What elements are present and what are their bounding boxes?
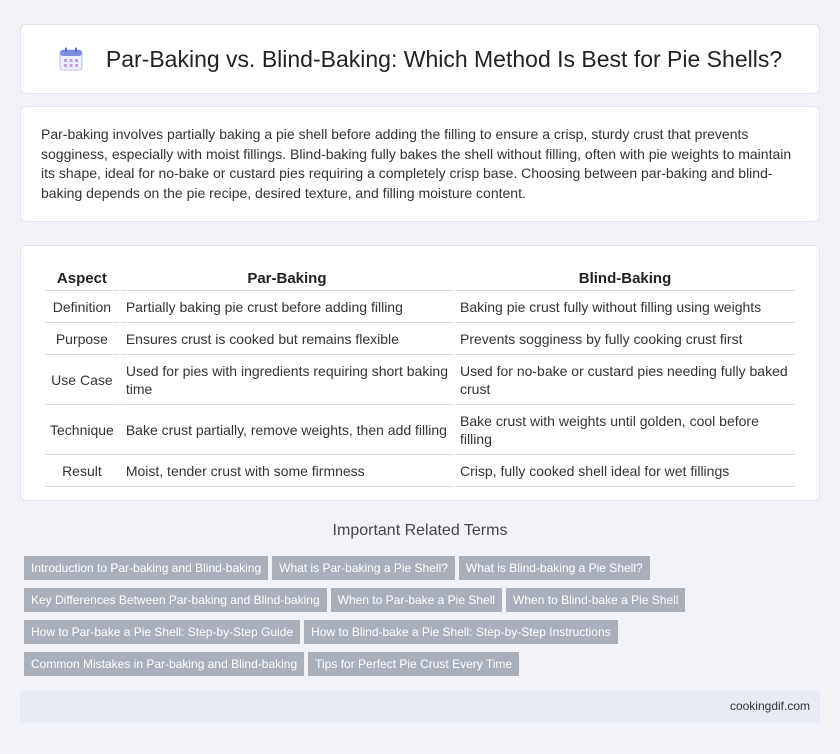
row-par-baking: Ensures crust is cooked but remains flexible: [121, 325, 453, 355]
row-aspect: Result: [45, 457, 119, 487]
related-terms-list: [24, 556, 804, 684]
comparison-table: [43, 266, 797, 489]
related-term-link[interactable]: What is Par-baking a Pie Shell?: [272, 556, 455, 580]
related-term-link[interactable]: Key Differences Between Par-baking and Blind-baking: [24, 588, 327, 612]
table-row: [45, 407, 795, 455]
row-blind-baking: Bake crust with weights until golden, cool before filling: [455, 407, 795, 455]
table-row: [45, 293, 795, 323]
related-term-link[interactable]: Common Mistakes in Par-baking and Blind-baking: [24, 652, 304, 676]
row-par-baking: Bake crust partially, remove weights, then add filling: [121, 407, 453, 455]
row-par-baking: Moist, tender crust with some firmness: [121, 457, 453, 487]
related-term-link[interactable]: What is Blind-baking a Pie Shell?: [459, 556, 650, 580]
page-title: Par-Baking vs. Blind-Baking: Which Method Is Best for Pie Shells?: [105, 45, 783, 72]
row-par-baking: Partially baking pie crust before adding filling: [121, 293, 453, 323]
header-aspect: Aspect: [45, 268, 119, 291]
row-blind-baking: Used for no-bake or custard pies needing fully baked crust: [455, 357, 795, 405]
comparison-card: [20, 245, 820, 501]
calendar-icon: [58, 46, 84, 72]
table-row: [45, 457, 795, 487]
related-term-link[interactable]: How to Par-bake a Pie Shell: Step-by-Step Guide: [24, 620, 300, 644]
row-blind-baking: Crisp, fully cooked shell ideal for wet fillings: [455, 457, 795, 487]
intro-text: Par-baking involves partially baking a pie shell before adding the filling to ensure a crisp, sturdy crust that prevents sogginess, especially with moist fillings. Blind-baking fully bakes the shell without filling, often with pie weights to maintain its shape, ideal for no-bake or custard pies requiring a completely crisp base. Choosing between par-baking and blind-baking depends on the pie recipe, desired texture, and filling moisture content.: [41, 126, 792, 201]
related-term-link[interactable]: How to Blind-bake a Pie Shell: Step-by-Step Instructions: [304, 620, 617, 644]
footer-site-link[interactable]: cookingdif.com: [729, 699, 810, 713]
header-card: [20, 24, 820, 94]
row-blind-baking: Prevents sogginess by fully cooking crust first: [455, 325, 795, 355]
row-blind-baking: Baking pie crust fully without filling using weights: [455, 293, 795, 323]
header-par-baking: Par-Baking: [121, 268, 453, 291]
footer: [20, 690, 820, 723]
table-row: [45, 325, 795, 355]
row-aspect: Definition: [45, 293, 119, 323]
table-header-row: [45, 268, 795, 291]
related-term-link[interactable]: Tips for Perfect Pie Crust Every Time: [308, 652, 519, 676]
row-par-baking: Used for pies with ingredients requiring short baking time: [121, 357, 453, 405]
row-aspect: Purpose: [45, 325, 119, 355]
table-row: [45, 357, 795, 405]
related-term-link[interactable]: When to Blind-bake a Pie Shell: [506, 588, 685, 612]
related-terms-heading: Important Related Terms: [332, 522, 508, 539]
related-term-link[interactable]: When to Par-bake a Pie Shell: [331, 588, 502, 612]
row-aspect: Technique: [45, 407, 119, 455]
header-blind-baking: Blind-Baking: [455, 268, 795, 291]
intro-card: [20, 106, 820, 222]
row-aspect: Use Case: [45, 357, 119, 405]
related-term-link[interactable]: Introduction to Par-baking and Blind-baking: [24, 556, 268, 580]
